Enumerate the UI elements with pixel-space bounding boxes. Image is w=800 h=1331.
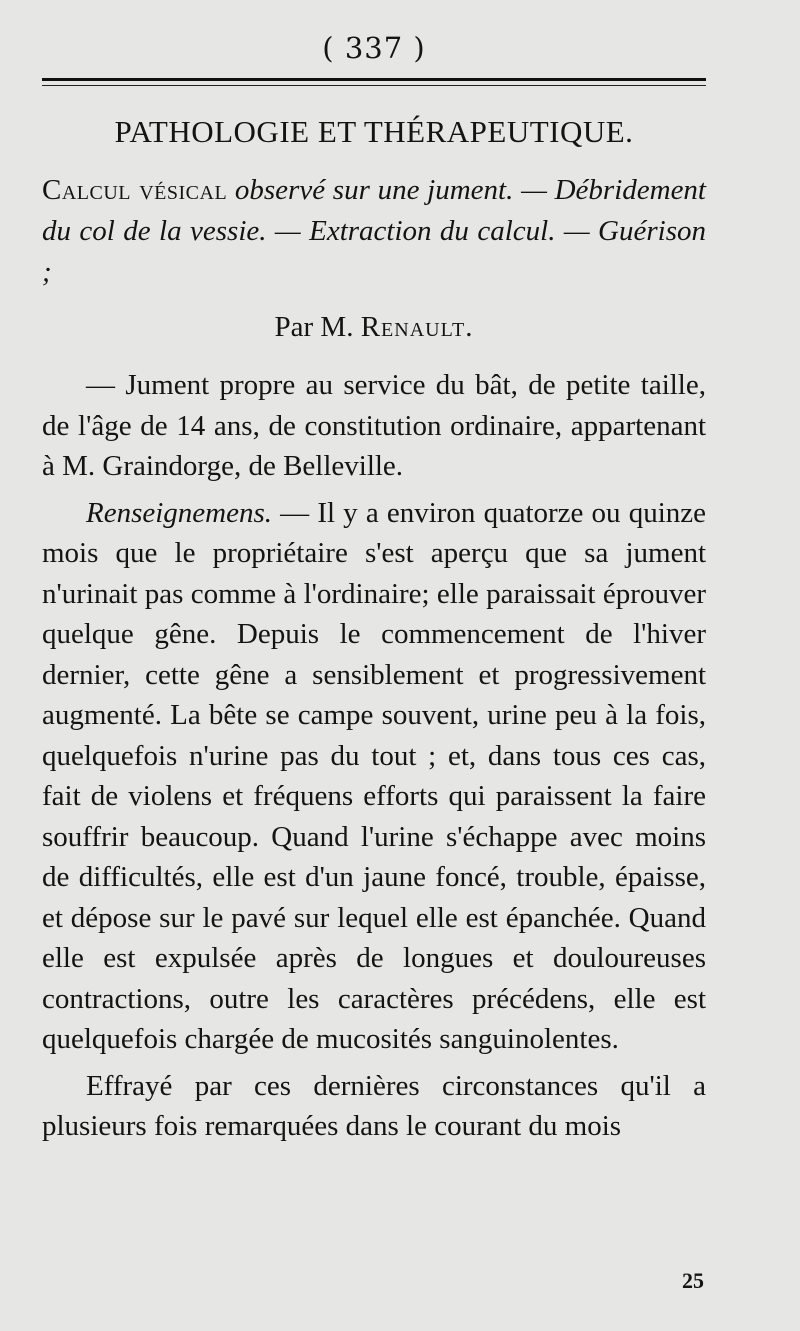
paragraph-text: — Il y a environ quatorze ou quinze mois que le propriétaire s'est aperçu que sa jument n'urinait pas comme à l'ordinaire; elle paraissait éprouver quelque gêne. Depuis le commencement de l'hiver dernier, cette gêne a sensiblement et progressivement augmenté. La bête se campe souvent, urine peu à la fois, quelquefois n'urine pas du tout ; et, dans tous ces cas, fait de violens et fréquens efforts qui paraissent la faire souffrir beaucoup. Quand l'urine s'échappe avec moins de difficultés, elle est d'un jaune foncé, trouble, épaisse, et dépose sur le pavé sur lequel elle est épanchée. Quand elle est expulsée après de longues et douloureuses contractions, outre les caractères précédens, elle est quelquefois chargée de mucosités sanguinolentes. bbox=[42, 496, 706, 1055]
page-number: ( 337 ) bbox=[322, 31, 426, 65]
paragraph-2 bbox=[42, 493, 706, 1060]
section-title: PATHOLOGIE ET THÉRAPEUTIQUE. bbox=[114, 114, 634, 149]
author-line bbox=[42, 307, 706, 347]
paragraph-3 bbox=[42, 1066, 706, 1147]
author-name: Renault. bbox=[360, 311, 474, 343]
article-title-lead: Calcul vésical bbox=[42, 174, 228, 206]
header-rule-thin bbox=[42, 85, 706, 86]
paragraph-text: Effrayé par ces dernières circonstances qu'il a plusieurs fois remarquées dans le courant du mois bbox=[42, 1069, 706, 1142]
paragraph-1 bbox=[42, 365, 706, 487]
author-prefix: Par M. bbox=[274, 311, 361, 343]
paragraph-lead: Renseignemens. bbox=[86, 496, 273, 529]
paragraph-text: — Jument propre au service du bât, de petite taille, de l'âge de 14 ans, de constitution ordinaire, appartenant à M. Graindorge, de Belleville. bbox=[42, 369, 706, 482]
article-title bbox=[42, 170, 706, 293]
header-rule-thick bbox=[42, 78, 706, 81]
signature-mark: 25 bbox=[682, 1268, 704, 1293]
page-content bbox=[42, 18, 706, 1147]
article-title-rest: observé sur une jument. — Débridement du col de la vessie. — Extraction du calcul. — Guérison ; bbox=[42, 174, 706, 288]
